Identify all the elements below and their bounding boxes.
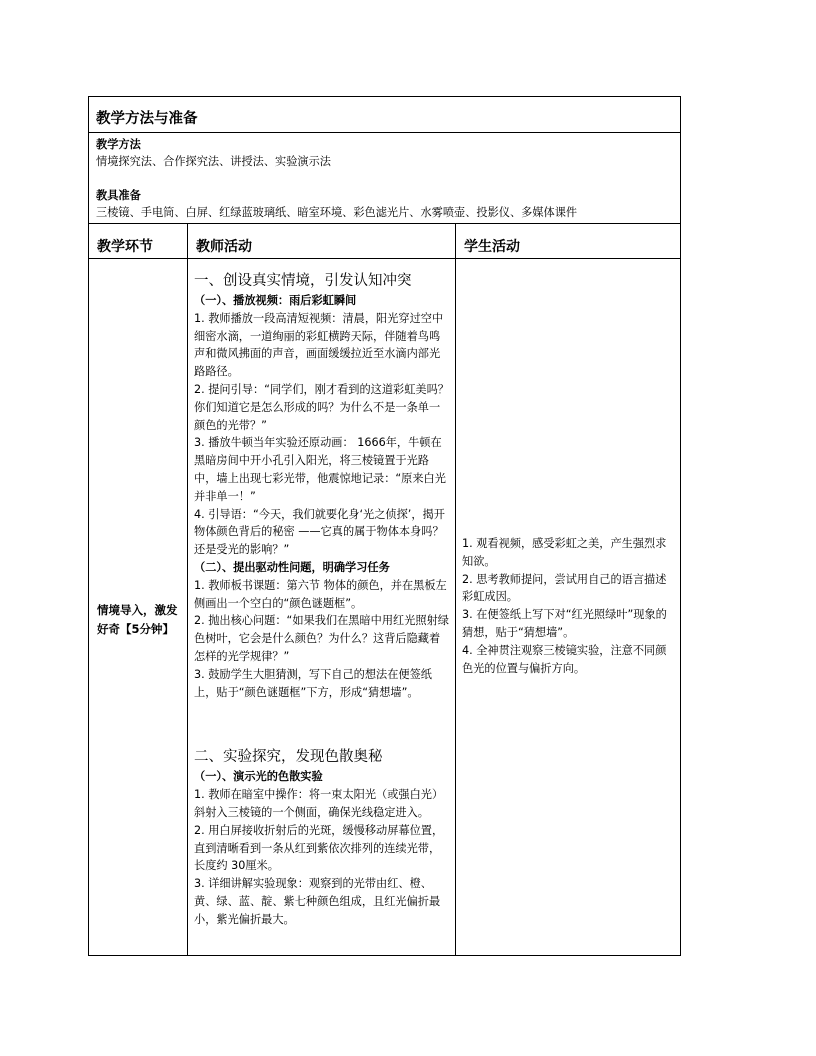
header-student: 学生活动 bbox=[464, 239, 520, 255]
student-activity-cell bbox=[456, 259, 681, 956]
preparation-cell bbox=[89, 133, 681, 224]
teacher-step: 4. 引导语：“今天，我们就要化身‘光之侦探’，揭开物体颜色背后的秘密 ——它真的属于物体本身吗？还是受光的影响？” bbox=[194, 507, 445, 557]
teacher-step: 3. 鼓励学生大胆猜测，写下自己的想法在便签纸上，贴于“颜色谜题框”下方，形成“猜想墙”。 bbox=[194, 667, 432, 699]
section-title: 教学方法与准备 bbox=[89, 97, 681, 133]
stage-label: 情境导入，激发好奇【5分钟】 bbox=[97, 602, 178, 636]
teacher-step: 3. 详细讲解实验现象：观察到的光带由红、橙、黄、绿、蓝、靛、紫七种颜色组成，且红光偏折最小，紫光偏折最大。 bbox=[194, 877, 441, 926]
student-step: 3. 在便签纸上写下对“红光照绿叶”现象的猜想，贴于“猜想墙”。 bbox=[462, 608, 667, 639]
part1-subtitle-1: （一）、播放视频：雨后彩虹瞬间 bbox=[194, 294, 357, 307]
part1-subtitle-2: （二）、提出驱动性问题，明确学习任务 bbox=[194, 560, 390, 574]
methods-text: 情境探究法、合作探究法、讲授法、实验演示法 bbox=[96, 155, 331, 168]
part2-subtitle-1: （一）、演示光的色散实验 bbox=[194, 770, 323, 784]
section-title-row bbox=[89, 97, 681, 133]
lesson-plan-table bbox=[88, 96, 681, 956]
teacher-step: 2. 提问引导：“同学们，刚才看到的这道彩虹美吗？你们知道它是怎么形成的吗？为什么不是一条单一颜色的光带？” bbox=[194, 382, 449, 432]
teacher-step: 1. 教师板书课题：第六节 物体的颜色，并在黑板左侧画出一个空白的“颜色谜题框”。 bbox=[194, 578, 447, 610]
student-step: 1. 观看视频，感受彩虹之美，产生强烈求知欲。 bbox=[462, 537, 667, 568]
teacher-activity-cell bbox=[188, 259, 456, 956]
teacher-step: 1. 教师在暗室中操作：将一束太阳光（或强白光）斜射入三棱镜的一个侧面，确保光线稳定进入。 bbox=[194, 788, 444, 819]
stage-cell bbox=[89, 259, 188, 956]
student-step: 4. 全神贯注观察三棱镜实验，注意不同颜色光的位置与偏折方向。 bbox=[462, 643, 667, 675]
teacher-step: 2. 用白屏接收折射后的光斑，缓慢移动屏幕位置，直到清晰看到一条从红到紫依次排列的连续光带，长度约 30厘米。 bbox=[194, 823, 444, 873]
column-header-row bbox=[89, 224, 681, 259]
methods-label: 教学方法 bbox=[96, 138, 141, 151]
preparation-row bbox=[89, 133, 681, 224]
content-row bbox=[89, 259, 681, 956]
student-step: 2. 思考教师提问，尝试用自己的语言描述彩虹成因。 bbox=[462, 572, 667, 604]
teacher-step: 3. 播放牛顿当年实验还原动画： 1666年，牛顿在黑暗房间中开小孔引入阳光，将三棱镜置于光路中，墙上出现七彩光带，他震惊地记录：“原来白光并非单一！” bbox=[194, 436, 446, 503]
header-teacher: 教师活动 bbox=[196, 239, 252, 255]
tools-text: 三棱镜、手电筒、白屏、红绿蓝玻璃纸、暗室环境、彩色滤光片、水雾喷壶、投影仪、多媒体课件 bbox=[96, 206, 578, 219]
part2-title: 二、实验探究，发现色散奥秘 bbox=[194, 749, 383, 766]
part1-title: 一、创设真实情境，引发认知冲突 bbox=[194, 273, 412, 289]
teacher-step: 1. 教师播放一段高清短视频：清晨，阳光穿过空中细密水滴，一道绚丽的彩虹横跨天际，伴随着鸟鸣声和微风拂面的声音，画面缓缓拉近至水滴内部光路路径。 bbox=[194, 311, 444, 379]
header-stage: 教学环节 bbox=[97, 239, 153, 255]
teacher-step: 2. 抛出核心问题：“如果我们在黑暗中用红光照射绿色树叶，它会是什么颜色？为什么？这背后隐藏着怎样的光学规律？” bbox=[194, 614, 449, 663]
tools-label: 教具准备 bbox=[96, 189, 141, 202]
